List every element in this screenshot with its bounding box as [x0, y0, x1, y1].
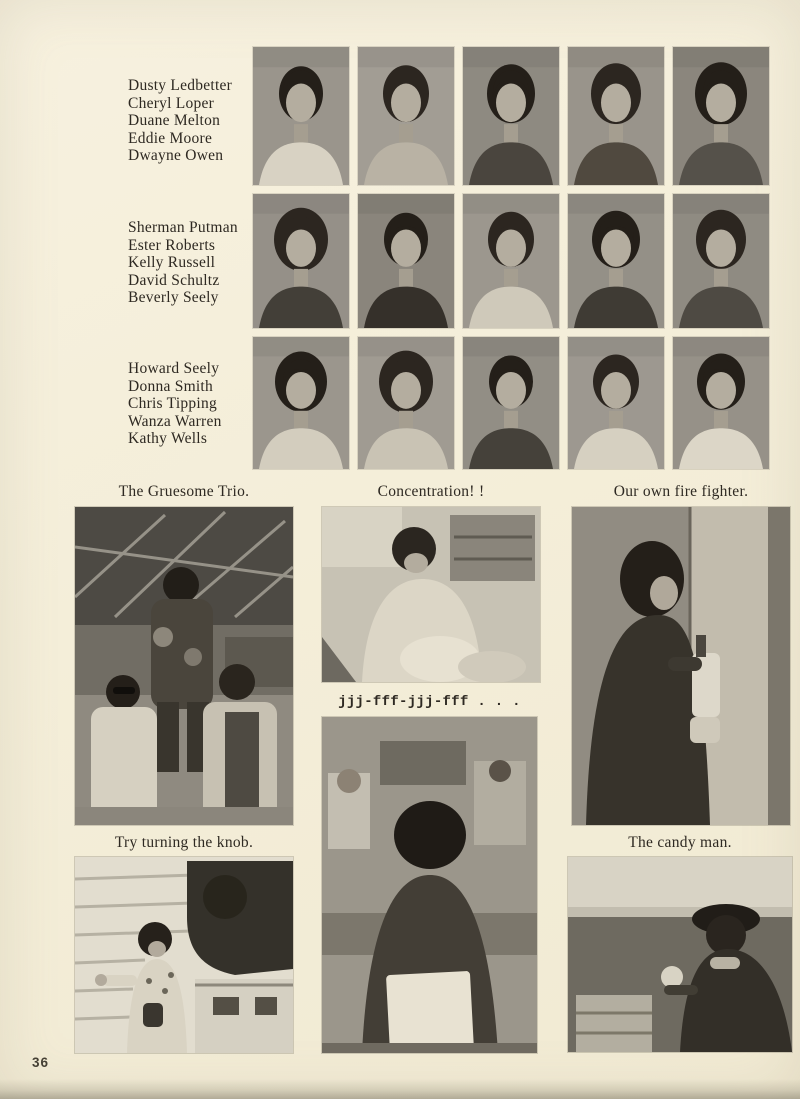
portrait-photo: [673, 47, 769, 185]
name-list-2: [128, 219, 238, 307]
photo-illustration: [322, 507, 540, 682]
student-name: Wanza Warren: [128, 412, 222, 430]
portrait-illustration: [463, 47, 559, 185]
portrait-illustration: [568, 194, 664, 328]
portrait-photo: [463, 194, 559, 328]
student-name: Kelly Russell: [128, 254, 216, 271]
portrait-illustration: [253, 47, 349, 185]
candid-photo-typing: [322, 717, 537, 1053]
student-name: Howard Seely: [128, 360, 220, 377]
caption-candy-man: The candy man.: [628, 834, 732, 851]
portrait-photo: [568, 194, 664, 328]
caption-gruesome-trio: The Gruesome Trio.: [118, 483, 250, 500]
portrait-photo: [463, 47, 559, 185]
photo-illustration: [75, 857, 293, 1053]
portrait-grid: [253, 47, 769, 469]
caption-concentration: Concentration! !: [377, 483, 485, 500]
portrait-illustration: [253, 194, 349, 328]
portrait-photo: [673, 337, 769, 469]
candid-photo-fire-fighter: [572, 507, 790, 825]
portrait-illustration: [358, 194, 454, 328]
portrait-photo: [568, 47, 664, 185]
portrait-illustration: [673, 337, 769, 469]
portrait-illustration: [463, 194, 559, 328]
photo-illustration: [75, 507, 293, 825]
portrait-illustration: [673, 47, 769, 185]
portrait-photo: [253, 194, 349, 328]
candid-photo-concentration: [322, 507, 540, 682]
portrait-illustration: [358, 337, 454, 469]
portrait-photo: [358, 47, 454, 185]
portrait-photo: [463, 337, 559, 469]
student-name: Ester Roberts: [128, 236, 216, 254]
portrait-photo: [253, 337, 349, 469]
caption-jjj-fff: jjj-fff-jjj-fff . . .: [338, 694, 521, 710]
candid-photo-gruesome-trio: [75, 507, 293, 825]
name-list-1: [128, 77, 232, 165]
photo-illustration: [322, 717, 537, 1053]
photo-illustration: [572, 507, 790, 825]
portrait-photo: [673, 194, 769, 328]
page-number: 36: [32, 1055, 50, 1070]
portrait-illustration: [253, 337, 349, 469]
student-name: Kathy Wells: [128, 430, 208, 447]
student-name: Chris Tipping: [128, 395, 217, 412]
portrait-photo: [358, 337, 454, 469]
portrait-illustration: [568, 337, 664, 469]
portrait-illustration: [463, 337, 559, 469]
portrait-photo: [253, 47, 349, 185]
student-name: Dwayne Owen: [128, 147, 224, 164]
candid-photo-candy-man: [568, 857, 792, 1052]
portrait-illustration: [358, 47, 454, 185]
caption-turning-knob: Try turning the knob.: [114, 834, 254, 851]
student-name: Donna Smith: [128, 377, 213, 395]
student-name: Sherman Putman: [128, 219, 238, 236]
portrait-illustration: [568, 47, 664, 185]
student-name: Duane Melton: [128, 112, 221, 129]
portrait-photo: [568, 337, 664, 469]
student-name: Beverly Seely: [128, 289, 219, 306]
photo-illustration: [568, 857, 792, 1052]
student-name: David Schultz: [128, 271, 220, 289]
portrait-photo: [358, 194, 454, 328]
name-list-3: [128, 360, 222, 448]
student-name: Eddie Moore: [128, 129, 213, 147]
caption-fire-fighter: Our own fire fighter.: [613, 483, 749, 500]
student-name: Dusty Ledbetter: [128, 77, 233, 94]
portrait-illustration: [673, 194, 769, 328]
candid-photo-turning-knob: [75, 857, 293, 1053]
student-name: Cheryl Loper: [128, 94, 215, 112]
